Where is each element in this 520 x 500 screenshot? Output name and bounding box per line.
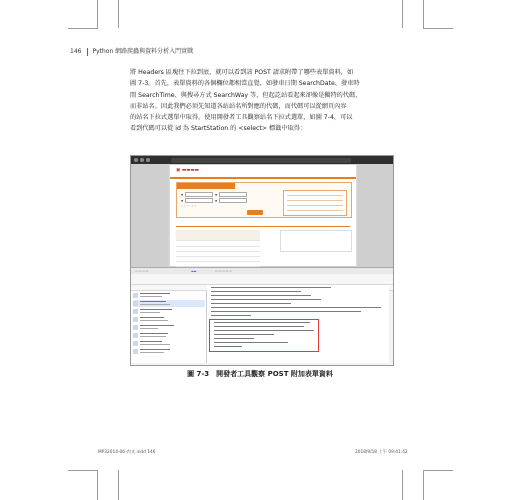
- form-data-line: [214, 334, 274, 335]
- page-header: [70, 46, 193, 56]
- form-data-line: [214, 326, 304, 327]
- form-data-line: [214, 342, 288, 343]
- search-form-panel: [176, 182, 352, 218]
- crop-mark: [423, 28, 453, 29]
- crop-mark: [97, 0, 98, 28]
- results-header: [176, 220, 350, 227]
- window-button-icon: [140, 158, 144, 162]
- form-row: ▪ ▪: [181, 198, 249, 203]
- form-data-line: [214, 346, 242, 347]
- form-data-line: [214, 330, 314, 331]
- crop-mark: [423, 470, 453, 471]
- body-paragraph: [130, 67, 392, 135]
- results-table: [176, 230, 350, 264]
- address-bar: [171, 158, 351, 163]
- crop-mark: [118, 0, 119, 28]
- site-logo: ▣ ▬▬▬▬: [176, 168, 199, 173]
- devtools-tab: ▭ ▭ ▭ ▭ ▭: [215, 269, 232, 273]
- header-line: [211, 311, 361, 312]
- paragraph-line: 的站名下拉式選單中取得，使用開發者工具觀察站名下拉式選單，如圖 7-4，可以: [130, 114, 353, 122]
- crop-mark: [423, 470, 424, 500]
- figure-screenshot: [130, 155, 394, 366]
- list-item: [133, 340, 205, 347]
- form-data-line: [214, 322, 310, 323]
- crop-mark: [97, 470, 98, 500]
- window-button-icon: [134, 158, 138, 162]
- side-result-box: [280, 230, 352, 252]
- header-divider: [87, 48, 88, 56]
- request-headers-detail: [207, 285, 389, 363]
- list-item: [133, 292, 205, 299]
- list-item-selected: [133, 300, 205, 307]
- header-line: [211, 295, 311, 296]
- devtools-tab: ▭ ▭ ▭ ▭: [135, 269, 149, 273]
- paragraph-line: 將 Headers 區塊往下拉到底，就可以看到該 POST 請求附帶了哪些表單資料，如: [130, 69, 354, 76]
- header-line: [211, 287, 331, 288]
- footer-left: MP32014-06-內文.indd 146: [98, 450, 156, 455]
- site-nav-bar: [170, 177, 356, 179]
- figure-caption: 圖 7-3 開發者工具觀察 POST 附加表單資料: [187, 370, 333, 378]
- header-line: [211, 315, 251, 316]
- book-title: Python 網路爬蟲與資料分析入門實戰: [92, 48, 194, 55]
- website-view: [169, 165, 357, 266]
- list-item: [133, 316, 205, 323]
- list-item: [133, 324, 205, 331]
- form-row: ▪ ▪: [181, 192, 249, 197]
- notice-box: [283, 190, 347, 216]
- crop-mark: [402, 0, 403, 28]
- header-line: [211, 291, 301, 292]
- header-line: [211, 303, 291, 304]
- page-number: 146: [70, 48, 82, 55]
- devtools-panel: [131, 267, 393, 366]
- crop-mark: [402, 470, 403, 500]
- footer-right: 2018/9/18 上午 09:41:42: [355, 450, 408, 455]
- form-data-highlight: [209, 319, 319, 352]
- list-item: [133, 348, 205, 355]
- paragraph-line: 而非站名。因此我們必須先知道各站站名所對應的代碼，而代碼可以從網頁內容: [130, 102, 347, 110]
- search-form-header: [177, 183, 235, 189]
- crop-mark: [68, 470, 98, 471]
- list-item: [133, 308, 205, 315]
- paragraph-line: 圖 7-3。首先，表單資料的各個欄位都相當直覺，如發車日期 SearchDate、發車時: [130, 80, 360, 88]
- devtools-tab-active: ▬▬: [191, 269, 197, 273]
- crop-mark: [423, 0, 424, 28]
- window-button-icon: [146, 158, 150, 162]
- browser-titlebar: [131, 156, 393, 164]
- crop-mark: [68, 28, 98, 29]
- network-request-list: [131, 291, 207, 363]
- paragraph-line: 間 SearchTime、與搜尋方式 SearchWay 等，但起訖站看起來卻像是獨特的代碼，: [130, 91, 362, 99]
- list-item: [133, 332, 205, 339]
- form-data-line: [214, 338, 254, 339]
- header-line: [211, 307, 381, 308]
- search-button: [247, 210, 263, 215]
- form-row: ◦ ◦ ◦ ◦ ◦ ◦: [181, 204, 197, 208]
- crop-mark: [118, 470, 119, 500]
- header-line: [211, 299, 321, 300]
- paragraph-line: 看到代碼可以從 id 為 StartStation 的 <select> 標籤中取得：: [130, 125, 307, 133]
